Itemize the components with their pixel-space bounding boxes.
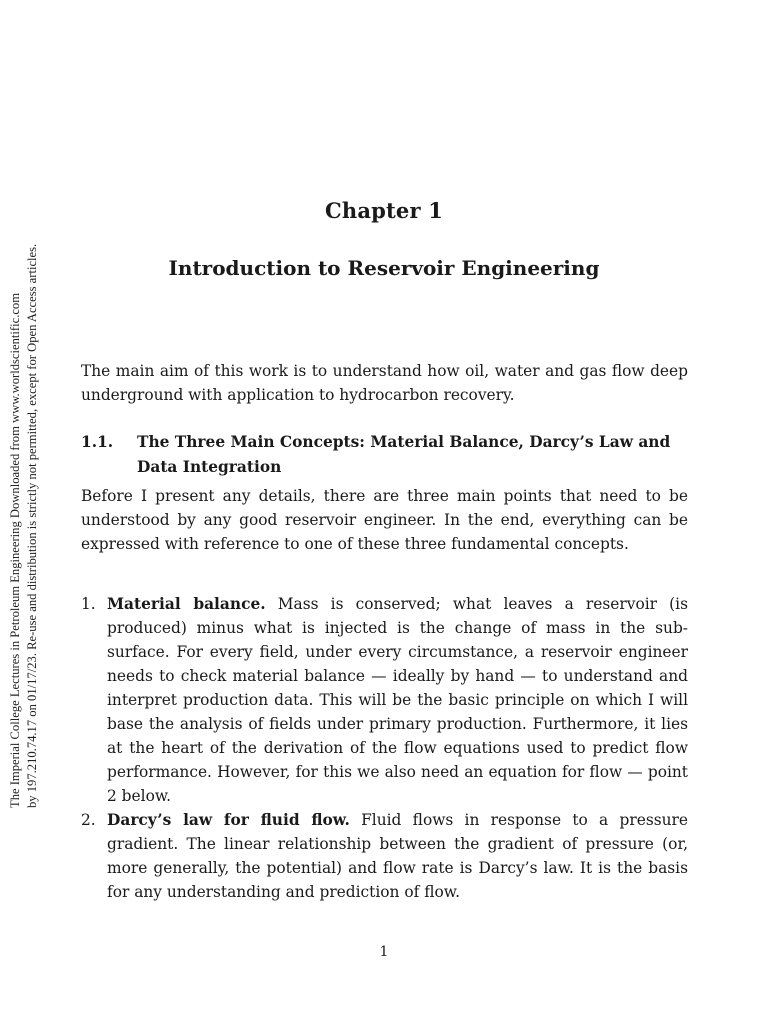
- page-number: 1: [379, 944, 389, 960]
- list-item-marker: 1.: [81, 595, 96, 613]
- section-number: 1.1.: [81, 433, 114, 451]
- list-item: [81, 808, 688, 904]
- list-item-content: [107, 592, 688, 808]
- download-notice-line-2: by 197.210.74.17 on 01/17/23. Re-use and distribution is strictly not permitted, except for Open Access articles.: [25, 243, 39, 808]
- section-intro-paragraph: Before I present any details, there are three main points that need to be understood by any good reservoir engineer. In the end, everything can be expressed with reference to one of these three fundamental concepts.: [81, 487, 688, 553]
- list-item-text: Mass is conserved; what leaves a reservoir (is produced) minus what is injected is the change of mass in the sub-surface. For every field, under every circumstance, a reservoir engineer needs to check material balance — ideally by hand — to understand and interpret production data. This will be the basic principle on which I will base the analysis of fields under primary production. Furthermore, it lies at the heart of the derivation of the flow equations used to predict flow performance. However, for this we also need an equation for flow — point 2 below.: [107, 595, 688, 805]
- section-heading: [81, 430, 688, 480]
- list-item-term: Darcy’s law for fluid flow.: [107, 811, 350, 829]
- list-item-content: [107, 808, 688, 904]
- list-item-marker: 2.: [81, 811, 96, 829]
- chapter-label: Chapter 1: [324, 198, 444, 223]
- list-item-text: Fluid flows in response to a pressure gradient. The linear relationship between the gradient of pressure (or, more generally, the potential) and flow rate is Darcy’s law. It is the basis for any understanding and prediction of flow.: [107, 811, 688, 901]
- list-item: [81, 592, 688, 808]
- intro-paragraph: The main aim of this work is to understand how oil, water and gas flow deep underground with application to hydrocarbon recovery.: [81, 362, 688, 404]
- section-title: The Three Main Concepts: Material Balance, Darcy’s Law and Data Integration: [137, 433, 671, 476]
- download-notice-sidebar: [7, 218, 41, 808]
- list-item-term: Material balance.: [107, 595, 266, 613]
- chapter-title: Introduction to Reservoir Engineering: [168, 256, 600, 280]
- download-notice-text: [7, 218, 41, 808]
- concept-list: [81, 592, 688, 904]
- download-notice-line-1: The Imperial College Lectures in Petroleum Engineering Downloaded from www.worldscientific.com: [8, 292, 22, 808]
